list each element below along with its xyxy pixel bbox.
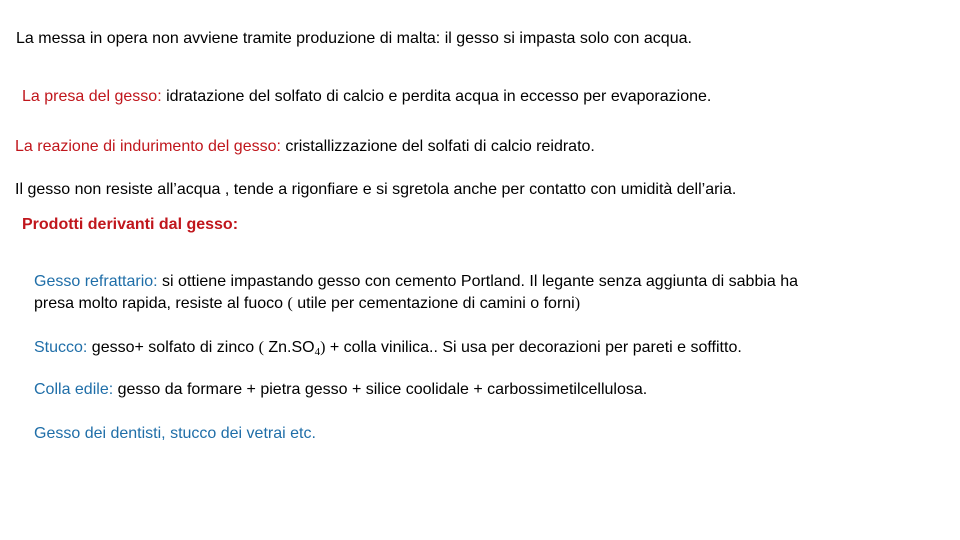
stucco-formula: Zn.SO [263, 339, 315, 356]
stucco-paren-open: ( [258, 339, 264, 356]
refrattario-paren-close: ) [574, 295, 581, 312]
refrattario-paren-open: ( [287, 295, 293, 312]
presa-label: La presa del gesso: [22, 88, 162, 105]
refrattario-label: Gesso refrattario: [34, 273, 158, 290]
presa-text: idratazione del solfato di calcio e perdita acqua in eccesso per evaporazione. [161, 88, 712, 105]
stucco-paren-close: ) [320, 339, 326, 356]
prodotti-heading: Prodotti derivanti dal gesso: [22, 216, 239, 233]
refrattario-line-1 [34, 271, 798, 293]
refrattario-line-2 [34, 293, 580, 315]
dentisti-text: Gesso dei dentisti, stucco dei vetrai etc. [34, 425, 316, 442]
acqua-text: Il gesso non resiste all’acqua , tende a rigonfiare e si sgretola anche per contatto con umidità dell’aria. [15, 181, 737, 198]
indurimento-text: cristallizzazione del solfati di calcio reidrato. [280, 138, 595, 155]
colla-line [34, 379, 647, 401]
refrattario-text-2b: utile per cementazione di camini o forni [292, 295, 575, 312]
indurimento-paragraph [15, 136, 595, 158]
indurimento-label: La reazione di indurimento del gesso: [15, 138, 281, 155]
refrattario-text-2a: presa molto rapida, resiste al fuoco [34, 295, 288, 312]
stucco-text-a: gesso+ solfato di zinco [87, 339, 259, 356]
refrattario-text-1: si ottiene impastando gesso con cemento Portland. Il legante senza aggiunta di sabbia ha [157, 273, 799, 290]
presa-paragraph [22, 86, 711, 108]
stucco-label: Stucco: [34, 339, 88, 356]
stucco-line [34, 337, 742, 363]
colla-label: Colla edile: [34, 381, 114, 398]
intro-text: La messa in opera non avviene tramite produzione di malta: il gesso si impasta solo con acqua. [16, 30, 692, 47]
colla-text: gesso da formare + pietra gesso + silice coolidale + carbossimetilcellulosa. [113, 381, 648, 398]
stucco-formula-subscript: 4 [314, 346, 321, 358]
stucco-text-b: + colla vinilica.. Si usa per decorazioni per pareti e soffitto. [325, 339, 742, 356]
